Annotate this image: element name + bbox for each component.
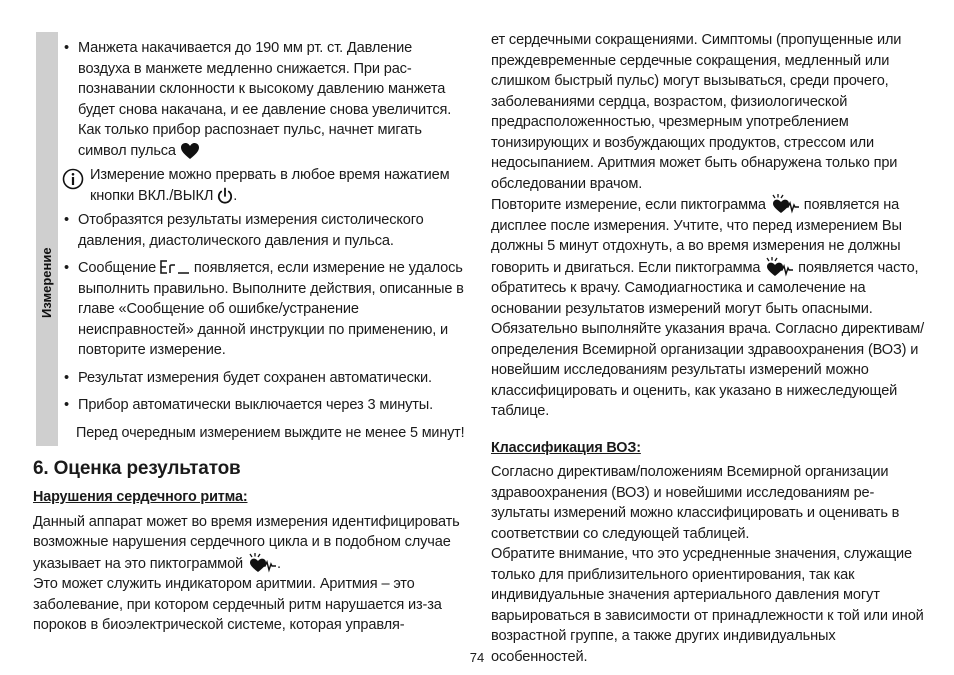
rest-note: Перед очередным измерением выждите не менее 5 минут!	[76, 424, 465, 441]
error-symbol-icon	[160, 260, 190, 274]
paragraph-text: появляется часто, обратитесь к врачу. Самодиагностика и самолечение на основании результатов измерений могут быть опасными. Обязательно выполняйте указания врача. Согласно директивам/определения Всемирной организации здравоохранения (ВОЗ) и новейшим исследованиям результаты измерений можно классифицировать и оценить, как указано в нижеследующей таблице.	[491, 259, 925, 419]
subheading-who-classification: Классификация ВОЗ:	[491, 439, 641, 456]
right-column	[491, 30, 927, 667]
heart-icon	[180, 142, 200, 160]
info-icon	[62, 168, 84, 190]
info-note: Измерение можно прервать в любое время нажатием кнопки ВКЛ./ВЫКЛ .	[62, 165, 466, 206]
note-text: Измерение можно прервать в любое время нажатием кнопки ВКЛ./ВЫКЛ	[90, 167, 450, 204]
paragraph-arrhythmia-detection: Данный аппарат может во время измерения идентифицировать возможные нарушения сердечного цикла и в подобном случае указывает на это пиктограммой . Это может служить индикатором аритмии. Аритмия – это заболевание, при котором сердечный ритм нарушается из-за пороков в биоэлектрической системе, которая управля-	[33, 513, 460, 633]
paragraph-average-values: Обратите внимание, что это усредненные значения, служащие только для приблизительного ориентирования, так как индивидуальные значения артериального давления могут варьироваться в зависимости от принадлежности к той или иной возрастной группе, а также других индивидуальных особенностей.	[491, 546, 924, 665]
bullet-cuff-inflation	[62, 38, 466, 161]
paragraph-text: появляется на дисплее после измерения. Учтите, что перед измерением Вы должны 5 минут отдохнуть, а во время измерения не должны говорить и двигаться. Если пиктограмма	[491, 197, 902, 276]
bullet-error-message	[62, 258, 466, 361]
section-heading: 6. Оценка результатов	[33, 458, 241, 479]
bullet-results-shown: • Отобразятся результаты измерения систолического давления, диастолического давления и пульса.	[62, 210, 466, 251]
sidebar-tab	[36, 32, 58, 446]
paragraph-arrhythmia-symptoms: ет сердечными сокращениями. Симптомы (пропущенные или преждевременные сердечные сокращения, медленный или слишком быстрый пульс) могут вызываться, среди прочего, заболеваниями сердца, возрастом, физиологической предрасположенностью, чрезмерным употреблением тонизирующих и возбуждающих продуктов, стрессом или недосыпанием. Аритмия может быть обнаружена только при обследовании врачом.	[491, 32, 902, 192]
arrhythmia-heart-icon	[247, 553, 277, 573]
paragraph-who-directives: Согласно директивам/положениям Всемирной организации здравоохранения (ВОЗ) и новейшими исследованиям результаты измерений можно классифицировать и оценивать в соответствии со следующей таблицей.	[491, 464, 900, 542]
bullet-text: Сообщение	[78, 260, 157, 276]
paragraph-text: Это может служить индикатором аритмии. Аритмия – это заболевание, при котором сердечный ритм нарушается из-за пороков в биоэлектрической системе, которая управля-	[33, 576, 442, 633]
arrhythmia-heart-icon	[770, 194, 800, 214]
page-number: 74	[469, 650, 485, 665]
paragraph-text: Данный аппарат может во время измерения идентифицировать возможные нарушения сердечного цикла и в подобном случае указывает на это пиктограммой	[33, 513, 460, 572]
paragraph-repeat-measurement	[491, 194, 927, 422]
sidebar-label: Измерение	[39, 247, 54, 318]
bullet-auto-save: • Результат измерения будет сохранен автоматически.	[62, 368, 466, 389]
subheading-arrhythmia: Нарушения сердечного ритма:	[33, 489, 248, 505]
bullet-auto-off: • Прибор автоматически выключается через 3 минуты.	[62, 395, 466, 416]
left-column-evaluation	[33, 457, 466, 636]
bullet-text: появляется, если измерение не удалось выполнить правильно. Выполните действия, описанные в главе «Сообщение об ошибке/устранение неисправностей» данной инструкции по применению, и повторите измерение.	[78, 260, 464, 358]
arrhythmia-heart-icon	[764, 257, 794, 277]
power-icon	[217, 187, 233, 205]
left-column-measurement	[62, 38, 466, 443]
paragraph-text: Повторите измерение, если пиктограмма	[491, 197, 766, 213]
bullet-text: Манжета накачивается до 190 мм рт. ст. Давление воздуха в манжете медленно снижается. При распознавании склонности к высокому давлению манжета будет снова накачана, и ее давление снова увеличится. Как только прибор распознает пульс, начнет мигать символ пульса	[78, 40, 452, 159]
